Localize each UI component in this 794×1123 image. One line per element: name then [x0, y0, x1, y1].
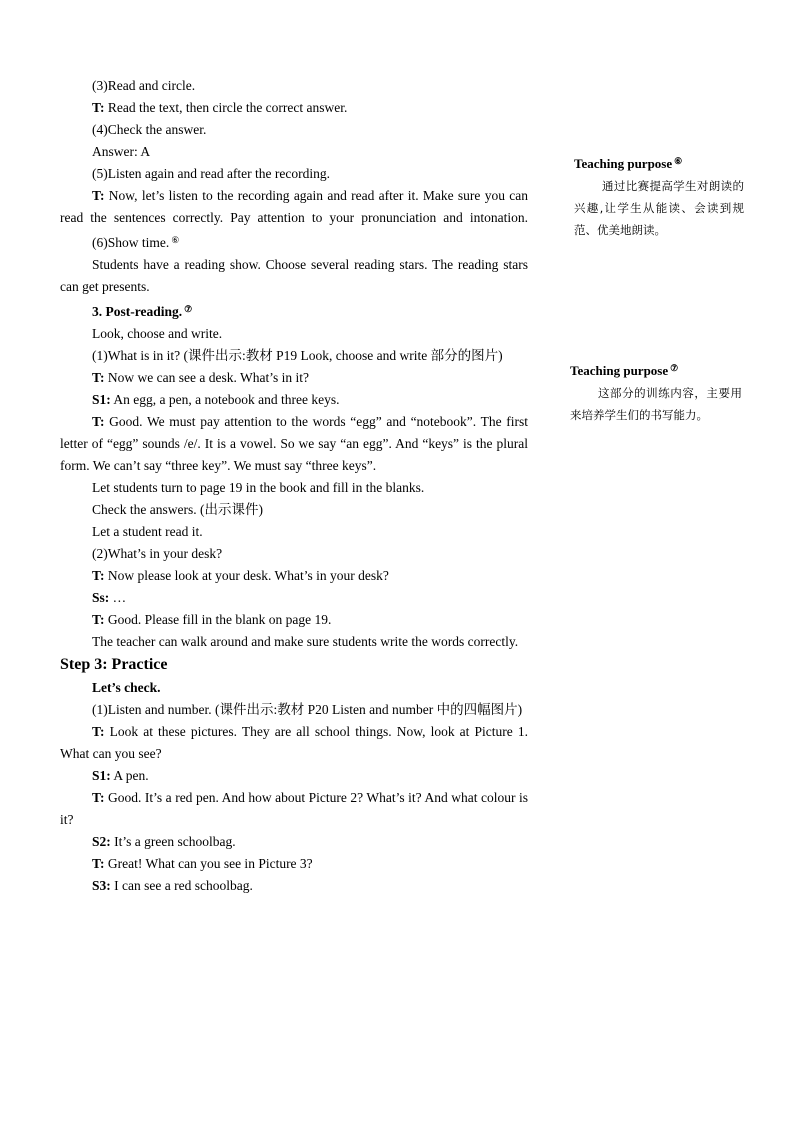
dialogue-text: Good. We must pay attention to the words “egg” and “notebook”. The first letter of “egg” sounds /e/. It is a vowel. So we say “an egg”. And “keys” is the plural form. We can’t say “three key”. We must say “three keys”. — [60, 414, 528, 473]
dialogue-line — [60, 389, 528, 411]
dialogue-text: Now we can see a desk. What’s in it? — [104, 370, 309, 385]
step-show-time — [60, 229, 528, 254]
speaker-label: S1: — [92, 392, 111, 407]
dialogue-text: Good. Please fill in the blank on page 19. — [104, 612, 332, 627]
speaker-label: T: — [92, 100, 105, 115]
paragraph: Look, choose and write. — [92, 326, 223, 341]
paragraph: Check the answers. (出示课件) — [92, 502, 263, 517]
teaching-purpose-text: 这部分的训练内容，主要用来培养学生们的书写能力。 — [570, 386, 742, 422]
dialogue-line — [60, 609, 528, 631]
dialogue-text: Good. It’s a red pen. And how about Picture 2? What’s it? And what colour is it? — [60, 790, 528, 827]
paragraph: Let students turn to page 19 in the book and fill in the blanks. — [92, 480, 425, 495]
dialogue-text: I can see a red schoolbag. — [110, 878, 253, 893]
dialogue-text: Great! What can you see in Picture 3? — [104, 856, 313, 871]
speaker-label: T: — [92, 370, 105, 385]
speaker-label: T: — [92, 568, 105, 583]
answer-line: Answer: A — [92, 144, 151, 159]
footnote-mark: ⑥ — [171, 235, 180, 245]
teaching-purpose-7 — [570, 357, 742, 426]
paragraph: (2)What’s in your desk? — [92, 546, 223, 561]
footnote-mark: ⑦ — [184, 304, 193, 314]
lesson-body — [60, 75, 528, 897]
speaker-label: T: — [92, 612, 105, 627]
speaker-label: T: — [92, 790, 105, 805]
section-lets-check: Let’s check. — [92, 680, 161, 695]
paragraph: (1)Listen and number. (课件出示:教材 P20 Listen and number 中的四幅图片) — [92, 702, 523, 717]
step-text: (6)Show time. — [92, 235, 170, 250]
dialogue-text: Now, let’s listen to the recording again and read after it. Make sure you can read the sentences correctly. Pay attention to your pronunciation and intonation. — [60, 188, 528, 225]
step3-heading: Step 3: Practice — [60, 656, 168, 673]
speaker-label: T: — [92, 188, 105, 203]
dialogue-text: An egg, a pen, a notebook and three keys. — [110, 392, 340, 407]
teaching-purpose-text: 通过比赛提高学生对朗读的兴趣,让学生从能读、会读到规范、优美地朗读。 — [574, 179, 744, 237]
teaching-purpose-title — [574, 150, 744, 175]
dialogue-line — [60, 565, 528, 587]
dialogue-line — [60, 411, 528, 477]
speaker-label: T: — [92, 856, 105, 871]
paragraph: The teacher can walk around and make sure students write the words correctly. — [92, 634, 519, 649]
dialogue-text: Now please look at your desk. What’s in your desk? — [104, 568, 389, 583]
dialogue-line — [60, 185, 528, 229]
dialogue-text: A pen. — [110, 768, 149, 783]
title-text: Teaching purpose — [570, 363, 669, 378]
speaker-label: S3: — [92, 878, 111, 893]
footnote-mark: ⑦ — [670, 363, 679, 373]
paragraph: Let a student read it. — [92, 524, 203, 539]
dialogue-line — [60, 587, 528, 609]
dialogue-text: It’s a green schoolbag. — [110, 834, 236, 849]
section-post-reading — [60, 298, 528, 323]
dialogue-line — [60, 831, 528, 853]
speaker-label: S1: — [92, 768, 111, 783]
teaching-purpose-6 — [574, 150, 744, 241]
paragraph: Students have a reading show. Choose several reading stars. The reading stars can get presents. — [60, 257, 528, 294]
dialogue-text: Read the text, then circle the correct answer. — [104, 100, 348, 115]
dialogue-line — [60, 97, 528, 119]
speaker-label: T: — [92, 724, 105, 739]
dialogue-line — [60, 367, 528, 389]
dialogue-line — [60, 787, 528, 831]
speaker-label: T: — [92, 414, 105, 429]
dialogue-text: … — [109, 590, 127, 605]
paragraph: (1)What is in it? (课件出示:教材 P19 Look, choose and write 部分的图片) — [92, 348, 503, 363]
teaching-purpose-title — [570, 357, 742, 382]
footnote-mark: ⑥ — [674, 156, 683, 166]
step-read-circle: (3)Read and circle. — [92, 78, 196, 93]
title-text: Teaching purpose — [574, 156, 673, 171]
speaker-label: Ss: — [92, 590, 110, 605]
dialogue-line — [60, 721, 528, 765]
section-title: 3. Post-reading. — [92, 304, 183, 319]
step-listen-again: (5)Listen again and read after the recording. — [92, 166, 331, 181]
dialogue-text: Look at these pictures. They are all school things. Now, look at Picture 1. What can you see? — [60, 724, 528, 761]
step-check-answer: (4)Check the answer. — [92, 122, 207, 137]
speaker-label: S2: — [92, 834, 111, 849]
dialogue-line — [60, 853, 528, 875]
dialogue-line — [60, 765, 528, 787]
dialogue-line — [60, 875, 528, 897]
